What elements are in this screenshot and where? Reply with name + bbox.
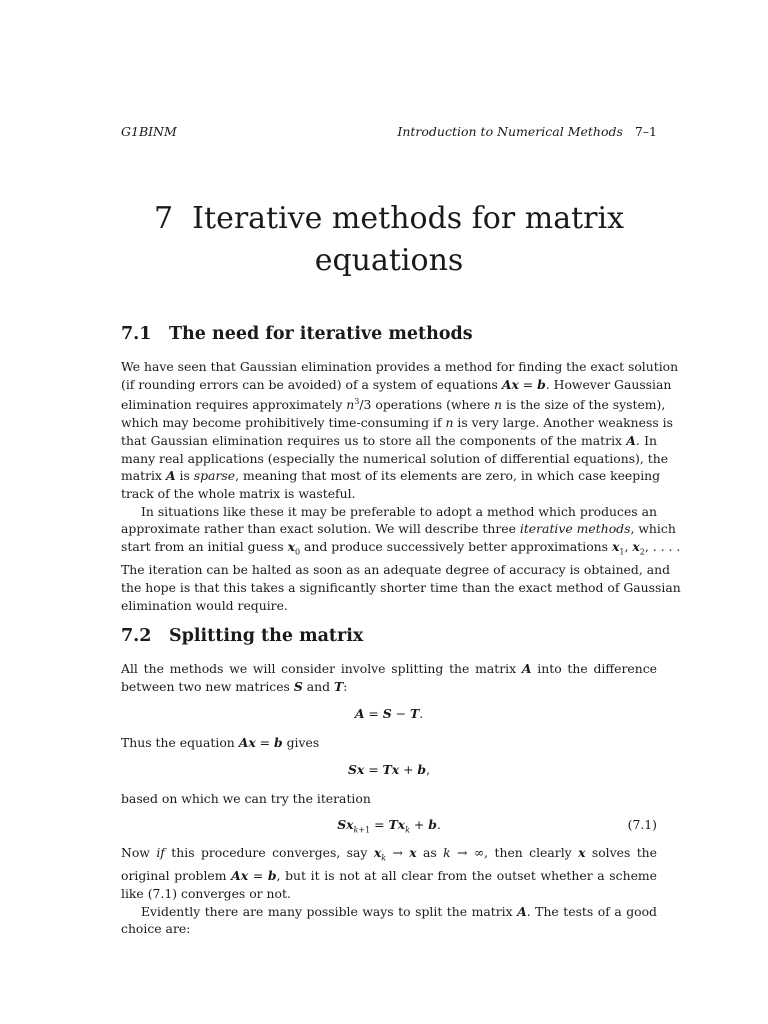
course-code: G1BINM [121, 124, 177, 139]
chapter-number: 7 [153, 201, 174, 236]
page-number: 7–1 [634, 124, 657, 139]
text-line: elimination would require. [121, 597, 288, 613]
paragraph-3 [121, 734, 657, 752]
section-title: Splitting the matrix [169, 626, 364, 646]
text-line: track of the whole matrix is wasteful. [121, 486, 356, 502]
equation-split: A = S − T. [354, 706, 424, 721]
paragraph-1 [121, 358, 681, 614]
text-line: original problem Ax = b, but it is not at all clear from the outset whether a scheme [121, 868, 657, 884]
text-line: choice are: [121, 921, 191, 937]
section-number: 7.2 [121, 626, 152, 646]
text-line: which may become prohibitively time-consuming if n is very large. Another weakness is [121, 415, 673, 431]
text-line: Thus the equation Ax = b gives [121, 735, 320, 750]
text-line: approximate rather than exact solution. We will describe three iterative methods, which [121, 521, 676, 537]
section-number: 7.1 [121, 324, 152, 344]
text-line: between two new matrices S and T: [121, 678, 348, 694]
paragraph-4 [121, 790, 657, 808]
header-title: Introduction to Numerical Methods [397, 124, 623, 139]
text-line: All the methods we will consider involve splitting the matrix A into the difference [121, 661, 657, 676]
text-line: the hope is that this takes a significantly shorter time than the exact method of Gaussian [121, 580, 681, 596]
text-line: (if rounding errors can be avoided) of a system of equations Ax = b. However Gaussian [121, 376, 672, 392]
text-line: elimination requires approximately $n^3/3$ operations (where n is the size of the system), [121, 397, 666, 413]
paragraph-5 [121, 844, 657, 938]
text-line: Evidently there are many possible ways to split the matrix A. The tests of a good [141, 903, 657, 919]
text-line: based on which we can try the iteration [121, 791, 371, 806]
text-line: Now if this procedure converges, say $x_k \to x$ as k → ∞, then clearly x solves the [121, 845, 657, 863]
paragraph-2 [121, 660, 657, 695]
chapter-title-line2: equations [314, 243, 464, 278]
chapter-title-line1 [121, 198, 657, 240]
text-line: many real applications (especially the numerical solution of differential equations), the [121, 450, 669, 466]
text-line: We have seen that Gaussian elimination provides a method for finding the exact solution [121, 359, 679, 374]
chapter-title [121, 198, 657, 282]
section-heading-7-1 [121, 324, 473, 344]
text-line: matrix A is sparse, meaning that most of its elements are zero, in which case keeping [121, 468, 661, 484]
text-line: start from an initial guess $x_0$ and produce successively better approximations $x_1$, $x_2$, . . . . [121, 539, 681, 557]
text-line: In situations like these it may be preferable to adopt a method which produces an [141, 503, 657, 519]
text-line: The iteration can be halted as soon as an adequate degree of accuracy is obtained, and [121, 562, 670, 578]
running-header [121, 124, 657, 139]
section-title: The need for iterative methods [169, 324, 473, 344]
header-right [397, 124, 657, 139]
section-heading-7-2 [121, 626, 363, 646]
text-line: that Gaussian elimination requires us to store all the components of the matrix A. In [121, 432, 657, 448]
equation-sx: Sx = Tx + b, [347, 762, 431, 777]
equation-label: (7.1) [627, 817, 657, 832]
equation-iteration: $Sx_{k+1} = Tx_k + b$. (7.1) [337, 817, 657, 835]
text-line: like (7.1) converges or not. [121, 885, 291, 901]
chapter-title-text: Iterative methods for matrix [192, 201, 624, 236]
